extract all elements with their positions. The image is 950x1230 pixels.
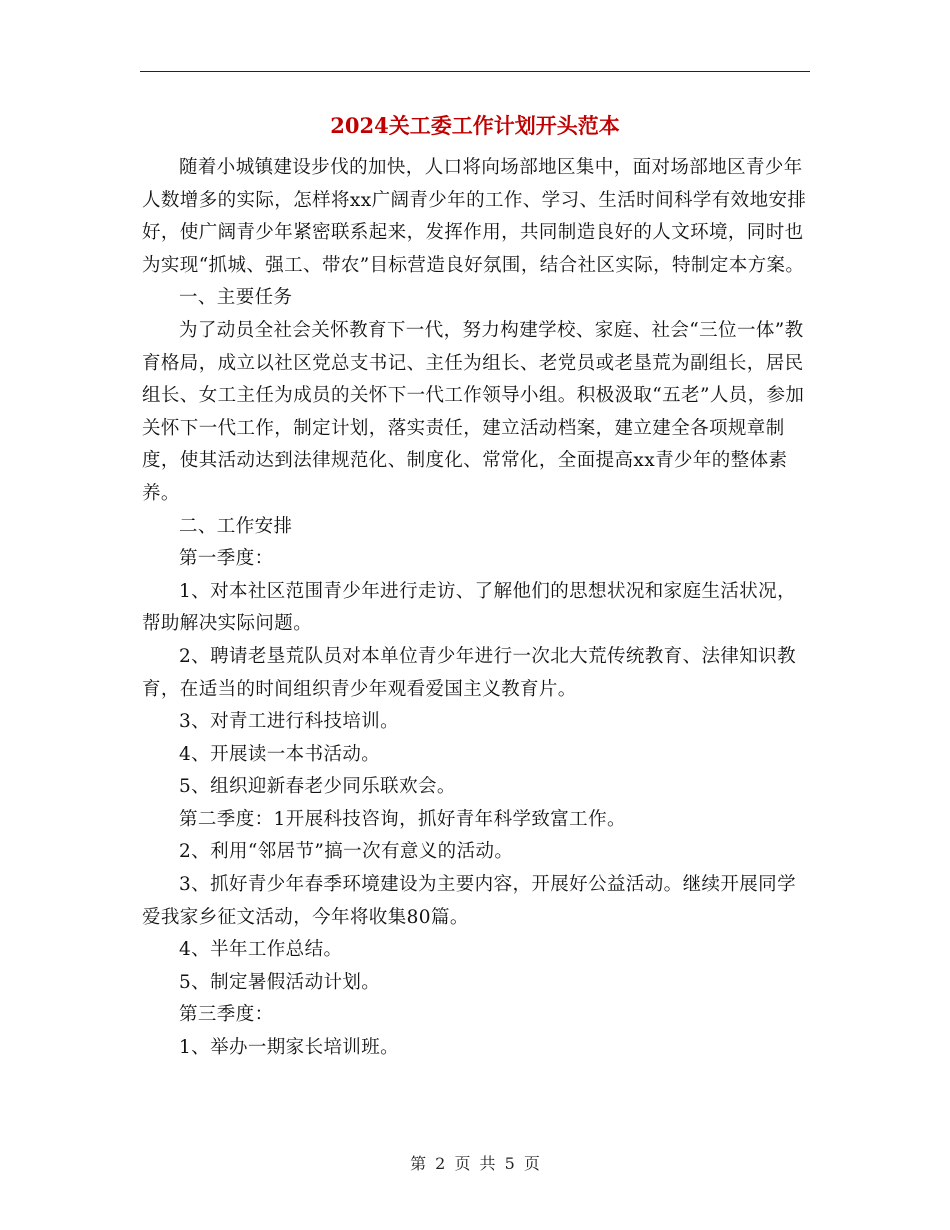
list-item: 5、制定暑假活动计划。 [179, 971, 381, 993]
list-item: 2、利用“邻居节”搞一次有意义的活动。 [179, 841, 514, 863]
list-item: 2、聘请老垦荒队员对本单位青少年进行一次北大荒传统教育、法律知识教育，在适当的时间组织青少年观看爱国主义教育片。 [142, 645, 796, 700]
list-item: 3、对青工进行科技培训。 [179, 711, 400, 733]
list-item: 1、对本社区范围青少年进行走访、了解他们的思想状况和家庭生活状况，帮助解决实际问题。 [142, 580, 796, 635]
list-item: 5、组织迎新春老少同乐联欢会。 [179, 776, 456, 798]
header-rule [140, 71, 810, 72]
list-item: 4、半年工作总结。 [179, 939, 343, 961]
list-item: 1、举办一期家长培训班。 [179, 1037, 400, 1059]
list-item: 3、抓好青少年春季环境建设为主要内容，开展好公益活动。继续开展同学爱我家乡征文活动，今年将收集80篇。 [142, 874, 796, 928]
paragraph-intro: 随着小城镇建设步伐的加快，人口将向场部地区集中，面对场部地区青少年人数增多的实际，怎样将xx广阔青少年的工作、学习、生活时间科学有效地安排好，使广阔青少年紧密联系起来，发挥作用，共同制造良好的人文环境，同时也为实现“抓城、强工、带农”目标营造良好氛围，结合社区实际，特制定本方案。 [142, 157, 807, 276]
section-heading-main-tasks: 一、主要任务 [179, 287, 293, 309]
page-number: 第 2 页 共 5 页 [410, 1154, 540, 1173]
quarter-heading-q3: 第三季度： [179, 1004, 274, 1026]
document-body [142, 152, 810, 1065]
document-title: 2024关工委工作计划开头范本 [330, 113, 620, 138]
list-item: 4、开展读一本书活动。 [179, 743, 381, 765]
quarter-heading-q1: 第一季度： [179, 548, 274, 570]
paragraph-main-tasks: 为了动员全社会关怀教育下一代，努力构建学校、家庭、社会“三位一体”教育格局，成立以社区党总支书记、主任为组长、老党员或老垦荒为副组长，居民组长、女工主任为成员的关怀下一代工作领导小组。积极汲取“五老”人员，参加关怀下一代工作，制定计划，落实责任，建立活动档案，建立建全各项规章制度，使其活动达到法律规范化、制度化、常常化，全面提高xx青少年的整体素养。 [142, 319, 805, 504]
quarter-heading-q2: 第二季度：1开展科技咨询，抓好青年科学致富工作。 [179, 808, 626, 830]
section-heading-work-arrangement: 二、工作安排 [179, 515, 293, 537]
